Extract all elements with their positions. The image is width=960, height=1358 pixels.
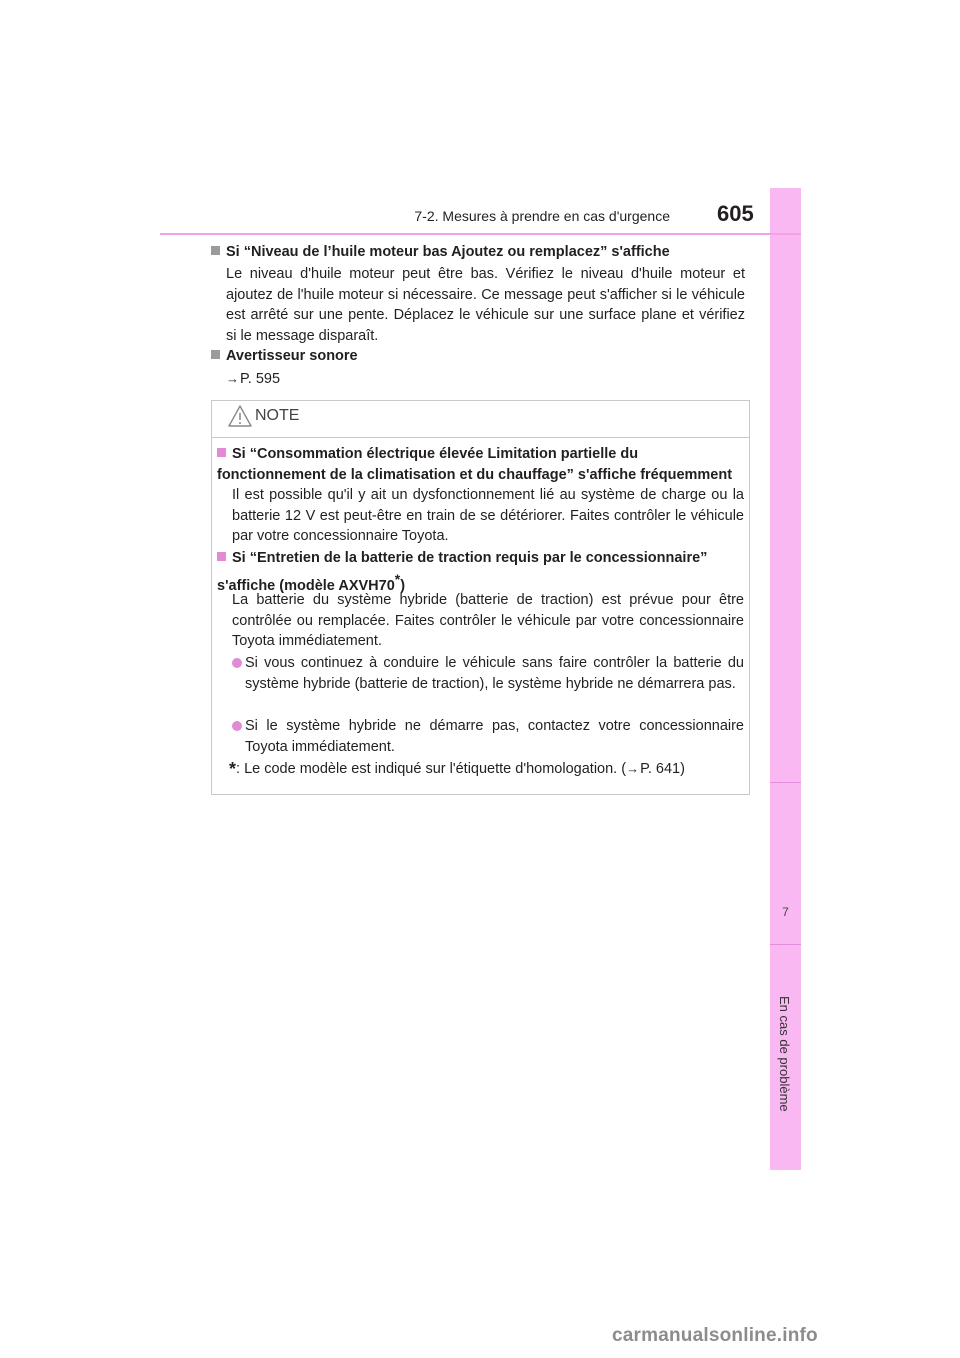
buzzer-page-ref[interactable]	[226, 369, 280, 389]
note-item2-heading	[217, 548, 744, 596]
note-item1-heading	[217, 444, 744, 485]
note-item2-body: La batterie du système hybride (batterie de traction) est prévue pour être contrôlée ou remplacée. Faites contrôler le véhicule par votre concessionnaire Toyota immédiatement.	[232, 592, 744, 649]
footnote-page-ref[interactable]: P. 641	[640, 761, 681, 777]
warning-triangle-icon	[228, 405, 252, 427]
note-bullet-2	[232, 716, 744, 757]
buzzer-ref-text: P. 595	[240, 371, 281, 387]
header-rule	[160, 233, 801, 235]
note-item2-heading-text: Si “Entretien de la batterie de traction requis par le concessionnaire” s'affiche (modèle AXVH70	[217, 550, 708, 594]
circle-bullet-icon	[232, 658, 242, 668]
right-arrow-icon: →	[626, 761, 640, 776]
footnote-text: : Le code modèle est indiqué sur l'étiquette d'homologation. (	[236, 761, 627, 777]
note-bullet-1	[232, 653, 744, 694]
note-item1-heading-text: Si “Consommation électrique élevée Limitation partielle du fonctionnement de la climatisation et du chauffage” s'affiche fréquemment	[217, 446, 733, 483]
chapter-title: En cas de problème	[777, 996, 792, 1112]
note-header	[212, 401, 749, 438]
right-arrow-icon: →	[226, 371, 239, 386]
note-item2-heading-close: )	[400, 577, 406, 594]
oil-heading-text: Si “Niveau de l’huile moteur bas Ajoutez ou remplacez” s'affiche	[226, 244, 670, 260]
footnote-star: *	[229, 759, 237, 779]
note-bullet-2-text: Si le système hybride ne démarre pas, contactez votre concessionnaire Toyota immédiatement.	[245, 718, 744, 755]
square-bullet-icon	[217, 448, 226, 457]
chapter-side-tab	[770, 188, 801, 1170]
buzzer-heading-text: Avertisseur sonore	[226, 348, 358, 364]
note-bullet-1-text: Si vous continuez à conduire le véhicule sans faire contrôler la batterie du système hybride (batterie de traction), le système hybride ne démarrera pas.	[245, 655, 744, 692]
oil-body: Le niveau d'huile moteur peut être bas. Vérifiez le niveau d'huile moteur et ajoutez de l'huile moteur si nécessaire. Ce message peut s'afficher si le véhicule est arrêté sur une pente. Déplacez le véhicule sur une surface plane et vérifiez si le message disparaît.	[226, 266, 745, 344]
section-title: 7-2. Mesures à prendre en cas d'urgence	[414, 208, 670, 224]
circle-bullet-icon	[232, 721, 242, 731]
note-label: NOTE	[255, 407, 300, 424]
square-bullet-icon	[217, 552, 226, 561]
note-item1-body: Il est possible qu'il y ait un dysfonctionnement lié au système de charge ou la batterie 12 V est peut-être en train de se détériorer. Faites contrôler le véhicule par votre concessionnaire Toyota.	[232, 487, 744, 544]
buzzer-heading	[211, 346, 358, 366]
footnote-star: *	[394, 570, 401, 587]
side-tab-divider	[770, 782, 801, 783]
note-box	[211, 400, 750, 795]
square-bullet-icon	[211, 350, 220, 359]
watermark: carmanualsonline.info	[612, 1325, 818, 1346]
chapter-number: 7	[782, 905, 789, 919]
side-tab-divider	[770, 944, 801, 945]
note-footnote	[229, 759, 744, 779]
page-number: 605	[717, 201, 754, 226]
oil-heading	[211, 242, 670, 262]
square-bullet-icon	[211, 246, 220, 255]
footnote-close: )	[680, 761, 685, 777]
